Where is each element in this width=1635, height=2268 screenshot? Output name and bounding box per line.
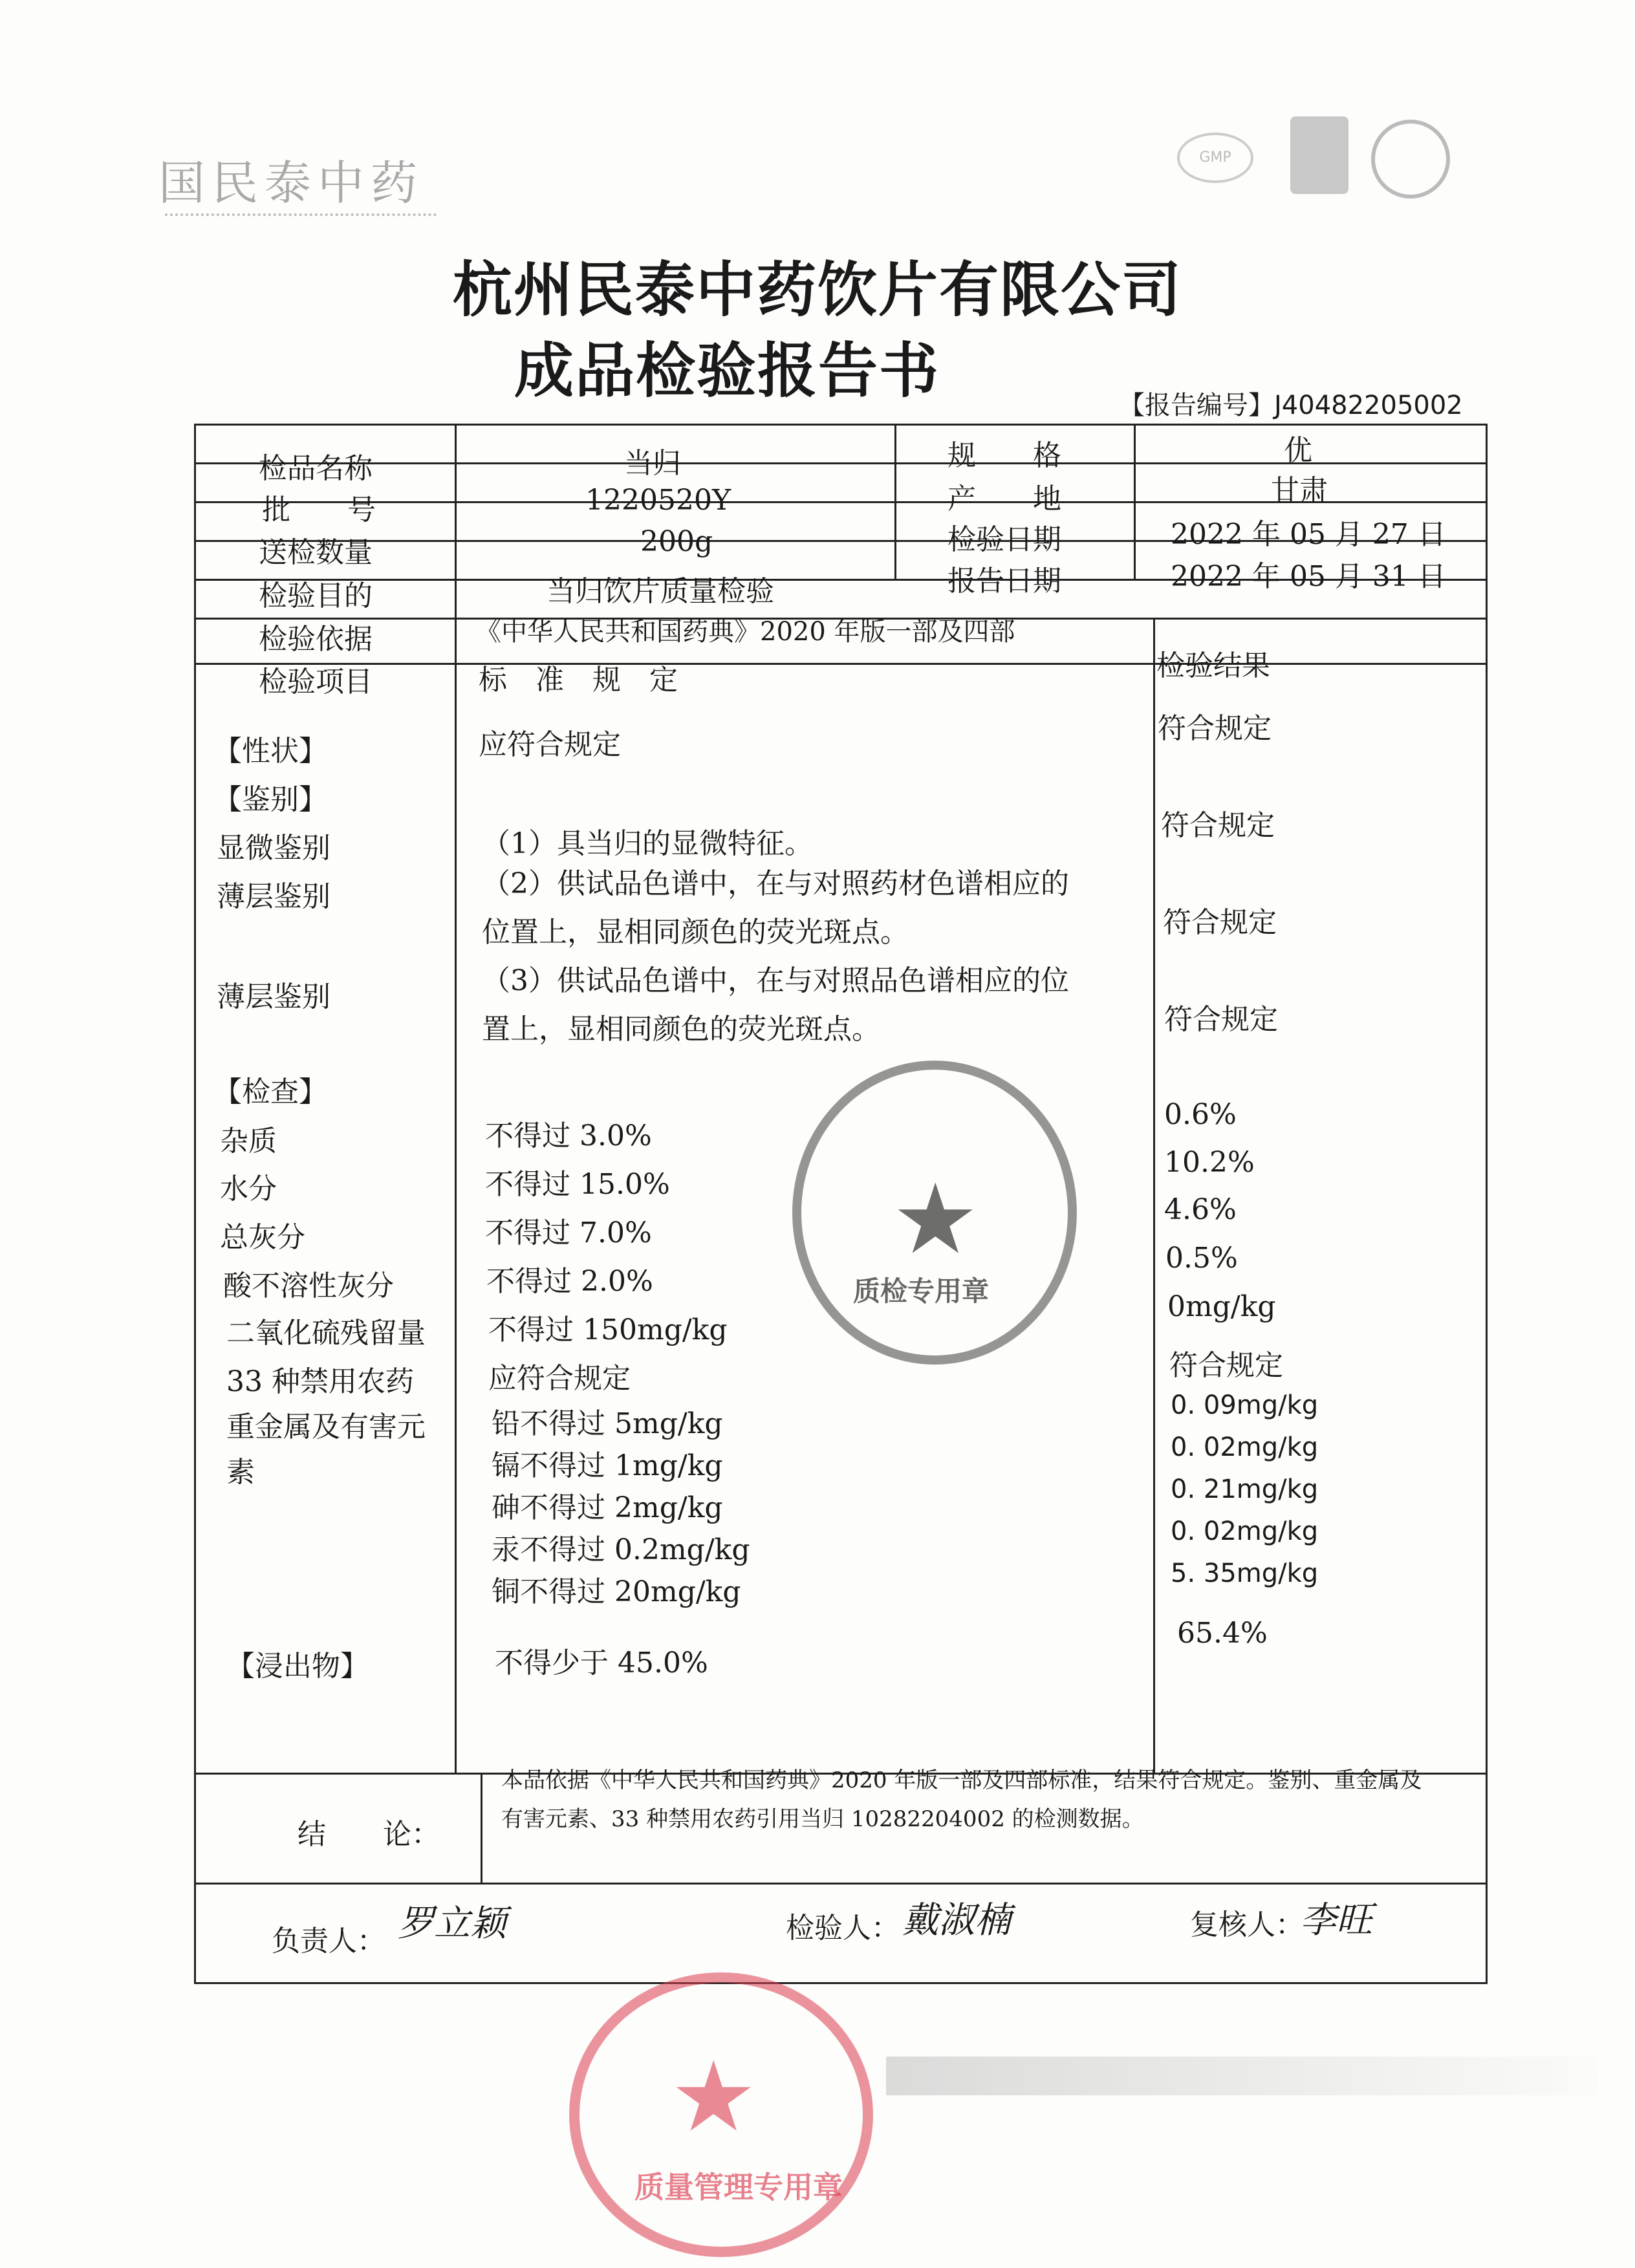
inspector-signature: 戴淑楠 — [902, 1899, 1011, 1941]
value-batch: 1220520Y — [585, 484, 731, 517]
label-sample-name: 检品名称 — [259, 452, 373, 485]
qm-stamp-sub: 质量管理专用章 — [634, 2170, 843, 2205]
watermark-stamp-icon — [886, 2057, 1597, 2095]
label-origin: 产 地 — [947, 482, 1061, 515]
conclusion-label: 结 论： — [298, 1818, 440, 1851]
company-logo: 国民泰中药 — [158, 156, 424, 210]
reviewer-label: 复核人： — [1190, 1908, 1304, 1941]
label-test-date: 检验日期 — [947, 523, 1061, 556]
item-impurity: 杂质 — [220, 1125, 277, 1158]
reviewer-signature: 李旺 — [1300, 1899, 1372, 1941]
col-divider — [1153, 618, 1155, 1773]
qc-stamp-icon — [792, 1061, 1077, 1365]
responsible-label: 负责人： — [272, 1925, 385, 1958]
std-impurity: 不得过 3.0% — [485, 1119, 652, 1152]
std-so2: 不得过 150mg/kg — [488, 1313, 728, 1346]
item-inspection: 【检查】 — [213, 1075, 327, 1108]
std-tlc-1b: 位置上，显相同颜色的荧光斑点。 — [482, 916, 909, 949]
res-pesticides: 符合规定 — [1169, 1349, 1283, 1382]
value-sample-name: 当归 — [624, 447, 681, 480]
std-acid-ash: 不得过 2.0% — [486, 1265, 653, 1298]
value-origin: 甘肃 — [1271, 474, 1328, 507]
row-divider — [196, 663, 1486, 665]
res-mercury: 0. 02mg/kg — [1171, 1517, 1319, 1546]
item-appearance: 【性状】 — [213, 735, 327, 768]
item-microscopic: 显微鉴别 — [217, 832, 330, 865]
item-heavy-metals-a: 重金属及有害元 — [226, 1410, 426, 1443]
std-tlc-2a: （3）供试品色谱中，在与对照品色谱相应的位 — [482, 964, 1069, 997]
item-acid-ash: 酸不溶性灰分 — [223, 1269, 394, 1302]
item-tlc-1: 薄层鉴别 — [217, 880, 330, 913]
label-result: 检验结果 — [1156, 649, 1270, 682]
label-standard: 标 准 规 定 — [479, 664, 678, 697]
res-microscopic: 符合规定 — [1161, 809, 1275, 842]
label-quantity: 送检数量 — [259, 536, 373, 569]
report-title: 成品检验报告书 — [514, 336, 940, 405]
std-total-ash: 不得过 7.0% — [485, 1216, 652, 1249]
value-report-date: 2022 年 05 月 31 日 — [1171, 560, 1446, 593]
res-arsenic: 0. 21mg/kg — [1171, 1474, 1319, 1504]
std-tlc-2b: 置上，显相同颜色的荧光斑点。 — [482, 1013, 880, 1046]
label-spec: 规 格 — [947, 439, 1061, 472]
row-divider — [196, 1883, 1486, 1885]
res-moisture: 10.2% — [1164, 1146, 1255, 1179]
item-total-ash: 总灰分 — [220, 1221, 305, 1254]
col-divider — [455, 426, 457, 1773]
res-impurity: 0.6% — [1164, 1098, 1237, 1131]
res-tlc-1: 符合规定 — [1163, 906, 1277, 939]
std-mercury: 汞不得过 0.2mg/kg — [492, 1533, 750, 1566]
value-test-date: 2022 年 05 月 27 日 — [1171, 518, 1446, 551]
star-icon: ★ — [892, 1163, 979, 1276]
label-test-item: 检验项目 — [259, 665, 373, 698]
std-moisture: 不得过 15.0% — [485, 1168, 670, 1201]
gmp-badge-icon: GMP — [1177, 133, 1253, 183]
conclusion-text-a: 本品依据《中华人民共和国药典》2020 年版一部及四部标准，结果符合规定。鉴别、重金属及 — [501, 1767, 1422, 1793]
std-microscopic: （1）具当归的显微特征。 — [482, 827, 813, 860]
item-identification: 【鉴别】 — [213, 783, 327, 816]
star-icon: ★ — [670, 2041, 757, 2154]
res-so2: 0mg/kg — [1167, 1290, 1276, 1323]
col-divider — [894, 426, 896, 579]
certificate-seal-icon — [1290, 116, 1348, 194]
std-copper: 铜不得过 20mg/kg — [492, 1575, 741, 1608]
res-total-ash: 4.6% — [1164, 1193, 1237, 1226]
item-pesticides: 33 种禁用农药 — [226, 1365, 414, 1398]
label-batch: 批 号 — [262, 493, 376, 526]
item-so2: 二氧化硫残留量 — [226, 1317, 426, 1350]
res-extract: 65.4% — [1177, 1617, 1268, 1650]
res-copper: 5. 35mg/kg — [1171, 1559, 1319, 1588]
std-lead: 铅不得过 5mg/kg — [492, 1407, 723, 1440]
label-basis: 检验依据 — [259, 623, 373, 656]
item-tlc-2: 薄层鉴别 — [217, 980, 330, 1013]
col-divider — [1134, 426, 1136, 579]
value-basis: 《中华人民共和国药典》2020 年版一部及四部 — [475, 617, 1015, 647]
responsible-signature: 罗立颖 — [398, 1903, 506, 1945]
res-cadmium: 0. 02mg/kg — [1171, 1432, 1319, 1462]
std-arsenic: 砷不得过 2mg/kg — [492, 1491, 723, 1524]
std-pesticides: 应符合规定 — [488, 1362, 631, 1395]
res-tlc-2: 符合规定 — [1164, 1003, 1278, 1036]
col-divider — [481, 1773, 482, 1883]
qm-stamp-icon — [569, 1972, 873, 2257]
item-extract: 【浸出物】 — [226, 1650, 369, 1683]
std-tlc-1a: （2）供试品色谱中，在与对照药材色谱相应的 — [482, 867, 1069, 900]
label-report-date: 报告日期 — [947, 565, 1061, 598]
inspector-label: 检验人： — [786, 1912, 900, 1945]
value-purpose: 当归饮片质量检验 — [547, 575, 774, 608]
res-appearance: 符合规定 — [1158, 712, 1272, 745]
item-moisture: 水分 — [220, 1172, 277, 1205]
std-extract: 不得少于 45.0% — [495, 1647, 708, 1679]
company-title: 杭州民泰中药饮片有限公司 — [452, 255, 1182, 325]
value-spec: 优 — [1284, 434, 1312, 467]
report-number: 【报告编号】J40482205002 — [1119, 391, 1463, 420]
label-purpose: 检验目的 — [259, 579, 373, 612]
round-seal-icon — [1371, 120, 1450, 199]
res-lead: 0. 09mg/kg — [1171, 1390, 1319, 1420]
qc-stamp-sub: 质检专用章 — [853, 1275, 990, 1307]
std-cadmium: 镉不得过 1mg/kg — [492, 1449, 723, 1482]
value-quantity: 200g — [640, 525, 713, 558]
std-appearance: 应符合规定 — [479, 728, 621, 761]
logo-underline — [165, 213, 437, 225]
res-acid-ash: 0.5% — [1165, 1242, 1238, 1275]
conclusion-text-b: 有害元素、33 种禁用农药引用当归 10282204002 的检测数据。 — [501, 1806, 1144, 1832]
item-heavy-metals-b: 素 — [226, 1456, 255, 1489]
